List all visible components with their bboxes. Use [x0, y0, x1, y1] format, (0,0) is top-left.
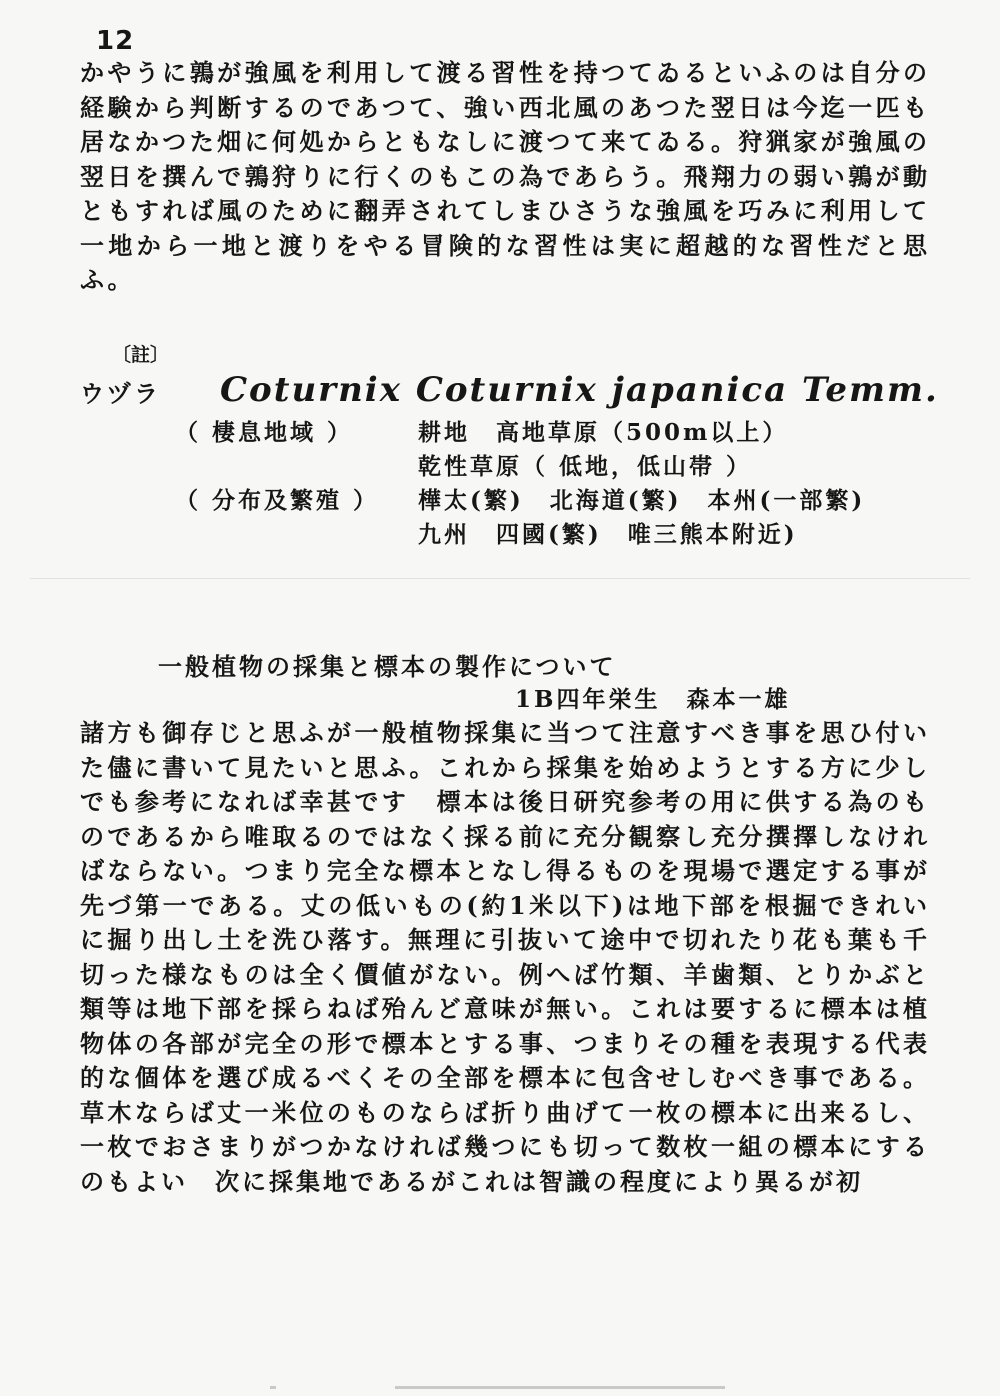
species-japanese-name: ウヅラ [80, 379, 161, 408]
habitat-line-2: 乾性草原（ 低地，低山帯 ） [418, 453, 753, 480]
distribution-label: （ 分布及繁殖 ） [175, 487, 380, 514]
scan-mark [270, 1386, 276, 1389]
distribution-line-1: 樺太(繁) 北海道(繁) 本州(一部繁) [418, 487, 866, 514]
species-latin-name: Coturnix Coturnix japanica Temm. [220, 370, 939, 410]
habitat-label: （ 棲息地域 ） [175, 419, 354, 446]
distribution-line-2: 九州 四國(繁) 唯三熊本附近) [418, 521, 798, 548]
article-author: 1B四年栄生 森本一雄 [515, 686, 791, 713]
species-heading [80, 370, 940, 410]
scan-edge [395, 1386, 725, 1389]
article-body: 諸方も御存じと思ふが一般植物採集に当つて注意すべき事を思ひ付いた儘に書いて見たいと思ふ。これから採集を始めようとする方に少しでも参考になれば幸甚です 標本は後日研究参考の用に供する為のものであるから唯取るのではなく採る前に充分観察し充分撰擇しなければならない。つまり完全な標本となし得るものを現場で選定する事が先づ第一である。丈の低いもの(約1米以下)は地下部を根掘できれいに掘り出し土を洗ひ落す。無理に引抜いて途中で切れたり花も葉も千切った様なものは全く價値がない。例へば竹類、羊歯類、とりかぶと類等は地下部を採らねば殆んど意味が無い。これは要するに標本は植物体の各部が完全の形で標本とする事、つまりその種を表現する代表的な個体を選び成るべくその全部を標本に包含せしむべき事である。草木ならば丈一米位のものならば折り曲げて一枚の標本に出来るし、一枚でおさまりがつかなければ幾つにも切って数枚一組の標本にするのもよい 次に採集地であるがこれは智識の程度により異るが初 [80, 718, 930, 1196]
article-title: 一般植物の採集と標本の製作について [158, 652, 617, 681]
page-section-divider [30, 578, 970, 579]
quail-paragraph: かやうに鶉が強風を利用して渡る習性を持つてゐるといふのは自分の経験から判断するのであつて、強い西北風のあつた翌日は今迄一匹も居なかつた畑に何処からともなしに渡つて来てゐる。狩猟家が強風の翌日を撰んで鶉狩りに行くのもこの為であらう。飛翔力の弱い鶉が動ともすれば風のために翻弄されてしまひさうな強風を巧みに利用して一地から一地と渡りをやる冒険的な習性は実に超越的な習性だと思ふ。 [80, 58, 930, 294]
note-marker: 〔註〕 [112, 344, 170, 366]
habitat-line-1: 耕地 高地草原（500m以上） [418, 419, 789, 446]
page-number: 12 [96, 26, 135, 56]
